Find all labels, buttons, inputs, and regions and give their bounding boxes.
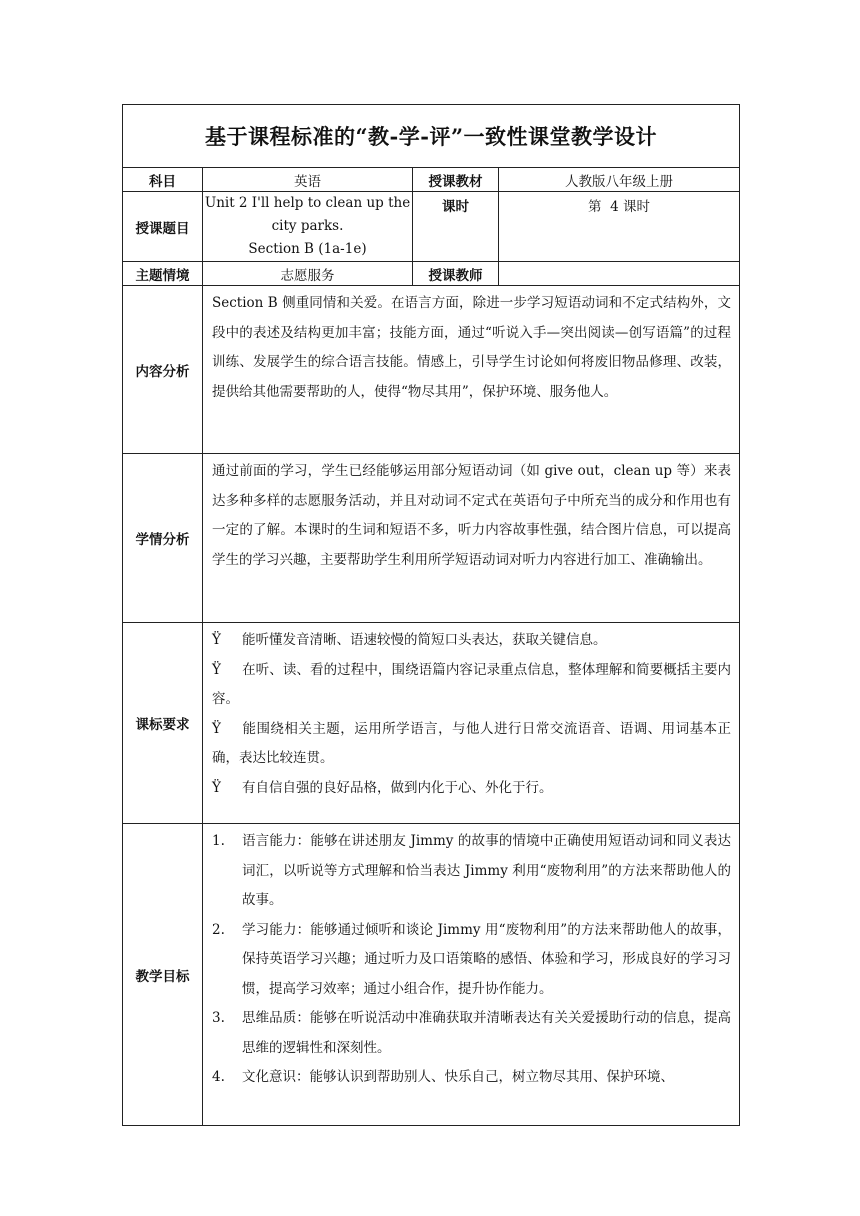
topic-label: 授课题目	[123, 192, 203, 262]
textbook-value: 人教版八年级上册	[499, 168, 740, 192]
curriculum-item: Ÿ 能围绕相关主题，运用所学语言，与他人进行日常交流语音、语调、用词基本正确，表达比较连贯。	[212, 715, 731, 774]
objective-item: 4. 文化意识：能够认识到帮助别人、快乐自己，树立物尽其用、保护环境、	[212, 1069, 674, 1085]
theme-value: 志愿服务	[203, 262, 413, 286]
content-analysis-text: Section B 侧重同情和关爱。在语言方面，除进一步学习短语动词和不定式结构外，文段中的表述及结构更加丰富；技能方面，通过“听说入手—突出阅读—创写语篇”的过程训练、发展学生的综合语言技能。情感上，引导学生讨论如何将废旧物品修理、改装，提供给其他需要帮助的人，使得“物尽其用”，保护环境、服务他人。	[203, 286, 740, 454]
subject-label: 科目	[123, 168, 203, 192]
curriculum-item: Ÿ 能听懂发音清晰、语速较慢的简短口头表达，获取关键信息。	[212, 626, 731, 656]
lesson-design-table	[122, 104, 740, 1126]
textbook-label: 授课教材	[413, 168, 499, 192]
topic-line-2: Section B (1a-1e)	[248, 241, 367, 257]
objective-item: 2. 学习能力：能够通过倾听和谈论 Jimmy 用“废物利用”的方法来帮助他人的故事，保持英语学习兴趣；通过听力及口语策略的感悟、体验和学习，形成良好的学习习惯，提高学习效率；通过小组合作，提升协作能力。	[212, 921, 732, 997]
bullet-glyph: Ÿ	[212, 720, 221, 737]
objective-item: 3. 思维品质：能够在听说活动中准确获取并清晰表达有关关爱援助行动的信息，提高思维的逻辑性和深刻性。	[212, 1010, 732, 1056]
objectives-list	[203, 824, 740, 1126]
document-title: 基于课程标准的“教-学-评”一致性课堂教学设计	[123, 105, 740, 168]
theme-label: 主题情境	[123, 262, 203, 286]
curriculum-item: Ÿ 在听、读、看的过程中，围绕语篇内容记录重点信息，整体理解和简要概括主要内容。	[212, 656, 731, 715]
student-analysis-text: 通过前面的学习，学生已经能够运用部分短语动词（如 give out，clean up 等）来表达多种多样的志愿服务活动，并且对动词不定式在英语句子中所充当的成分和作用也有一定的了解。本课时的生词和短语不多，听力内容故事性强，结合图片信息，可以提高学生的学习兴趣，主要帮助学生利用所学短语动词对听力内容进行加工、准确输出。	[203, 454, 740, 623]
content-analysis-label: 内容分析	[123, 286, 203, 454]
teacher-label: 授课教师	[413, 262, 499, 286]
bullet-glyph: Ÿ	[212, 661, 221, 678]
teacher-value	[499, 262, 740, 286]
objectives-label: 教学目标	[123, 824, 203, 1126]
bullet-glyph: Ÿ	[212, 632, 221, 648]
curriculum-item: Ÿ 有自信自强的良好品格，做到内化于心、外化于行。	[212, 774, 731, 804]
curriculum-list	[203, 623, 740, 824]
student-analysis-label: 学情分析	[123, 454, 203, 623]
objective-item: 1. 语言能力：能够在讲述朋友 Jimmy 的故事的情境中正确使用短语动词和同义表达词汇，以听说等方式理解和恰当表达 Jimmy 利用“废物利用”的方法来帮助他人的故事。	[212, 833, 732, 908]
curriculum-label: 课标要求	[123, 623, 203, 824]
bullet-glyph: Ÿ	[212, 779, 221, 796]
period-value: 第 4 课时	[499, 192, 740, 262]
subject-value: 英语	[203, 168, 413, 192]
topic-value	[203, 192, 413, 262]
period-label: 课时	[413, 192, 499, 262]
topic-line-1: Unit 2 I'll help to clean up the city parks.	[204, 195, 411, 234]
